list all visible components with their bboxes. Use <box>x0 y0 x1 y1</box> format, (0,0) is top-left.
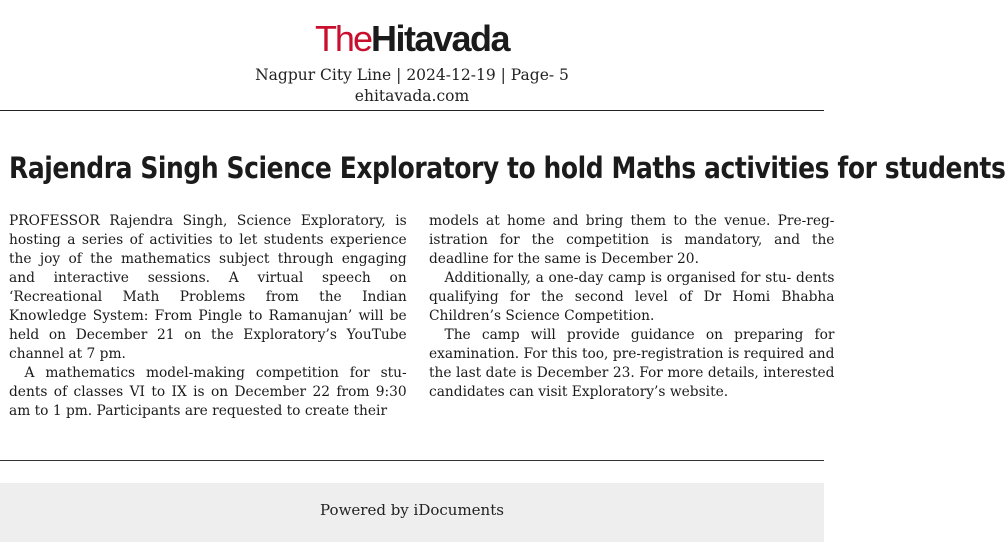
footer <box>0 483 824 542</box>
article-column-2 <box>429 212 835 422</box>
article-headline: Rajendra Singh Science Exploratory to hold Maths activities for students <box>9 151 1005 185</box>
site-link[interactable]: ehitavada.com <box>354 87 470 105</box>
article-column-1 <box>9 212 407 422</box>
content-divider <box>0 460 824 461</box>
masthead <box>0 0 824 111</box>
article-paragraph: models at home and bring them to the venue. Pre-reg- istration for the competition is mandatory, and the deadline for the same is December 20. <box>429 213 835 267</box>
edition-name: Nagpur City Line <box>255 66 392 84</box>
edition-date: 2024-12-19 <box>406 66 496 84</box>
logo-name-text: Hitavada <box>370 18 510 59</box>
edition-info <box>0 65 824 85</box>
article-paragraph: The camp will provide guidance on preparing for examination. For this too, pre-registration is required and the last date is December 23. For more details, interested candidates can visit Exploratory’s website. <box>429 327 835 400</box>
separator: | <box>396 66 402 84</box>
powered-by-text: Powered by iDocuments <box>320 501 504 519</box>
article-paragraph: A mathematics model-making competition for stu- dents of classes VI to IX is on December 22 from 9:30 am to 1 pm. Participants are requested to create their <box>9 365 407 419</box>
article-paragraph: PROFESSOR Rajendra Singh, Science Exploratory, is hosting a series of activities to let students experience the joy of the mathematics subject through engaging and interactive sessions. A virtual speech on ‘Recreational Math Problems from the Indian Knowledge System: From Pingle to Ramanujan’ will be held on December 21 on the Exploratory’s YouTube channel at 7 pm. <box>9 213 407 362</box>
logo-the-text: The <box>314 18 371 59</box>
newspaper-logo[interactable] <box>0 18 824 60</box>
separator: | <box>500 66 506 84</box>
article-paragraph: Additionally, a one-day camp is organised for stu- dents qualifying for the second level of Dr Homi Bhabha Children’s Science Competition. <box>429 270 835 324</box>
page-number: Page- 5 <box>510 66 569 84</box>
